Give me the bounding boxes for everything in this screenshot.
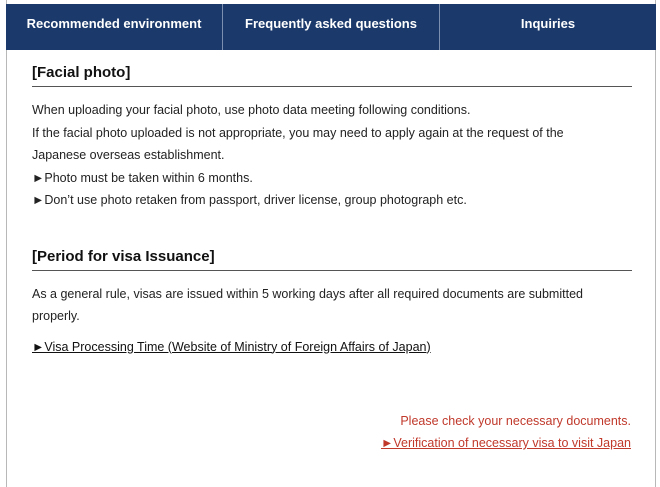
body-line: As a general rule, visas are issued within 5 working days after all required documents are submitted [32, 286, 583, 301]
visa-processing-time-link[interactable]: ►Visa Processing Time (Website of Ministry of Foreign Affairs of Japan) [32, 339, 431, 354]
main-content [32, 50, 632, 356]
facial-photo-title: [Facial photo] [32, 64, 632, 87]
tab-inquiries[interactable] [439, 4, 656, 50]
top-nav [6, 4, 656, 50]
body-line: ►Don’t use photo retaken from passport, driver license, group photograph etc. [32, 193, 467, 207]
visa-verification-link[interactable]: ►Verification of necessary visa to visit Japan [381, 436, 631, 450]
necessary-documents-notice [381, 410, 631, 454]
body-line: ►Photo must be taken within 6 months. [32, 170, 253, 185]
body-line: properly. [32, 309, 80, 323]
tab-recommended-environment[interactable] [6, 4, 222, 50]
tab-label: Inquiries [520, 16, 576, 31]
tab-label: Recommended environment [26, 16, 202, 31]
tab-frequently-asked-questions[interactable] [222, 4, 439, 50]
facial-photo-body [32, 99, 632, 212]
facial-photo-section [32, 64, 632, 212]
visa-period-title: [Period for visa Issuance] [32, 248, 632, 271]
notice-text: Please check your necessary documents. [400, 414, 631, 428]
body-line: Japanese overseas establishment. [32, 148, 225, 162]
body-line: If the facial photo uploaded is not appropriate, you may need to apply again at the request of the [32, 125, 564, 140]
body-line: When uploading your facial photo, use photo data meeting following conditions. [32, 103, 471, 117]
tab-label: Frequently asked questions [245, 16, 417, 31]
visa-period-section [32, 248, 632, 356]
visa-period-body [32, 283, 632, 328]
